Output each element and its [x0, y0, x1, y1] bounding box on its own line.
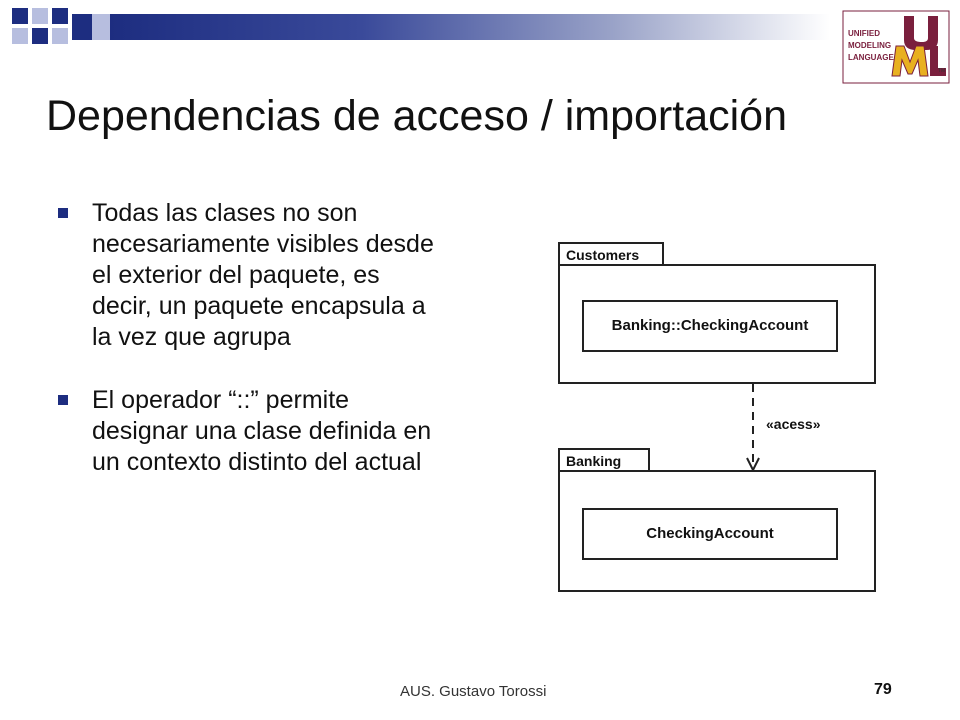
logo-line-1: UNIFIED [848, 29, 880, 38]
bullet-list [58, 198, 438, 510]
header-bar [110, 14, 830, 40]
logo-line-3: LANGUAGE [848, 53, 894, 62]
logo-line-2: MODELING [848, 41, 892, 50]
uml-logo [842, 10, 950, 84]
bullet-item [58, 385, 438, 478]
package-diagram [552, 232, 882, 602]
page-number: 79 [874, 681, 892, 698]
square-bullet-icon [58, 395, 68, 405]
package-tab-customers: Customers [558, 242, 664, 266]
bullet-text: Todas las clases no son necesariamente visibles desde el exterior del paquete, es decir, un paquete encapsula a la vez que agrupa [92, 199, 434, 351]
class-banking-checkingaccount: Banking::CheckingAccount [582, 300, 838, 352]
slide-title: Dependencias de acceso / importación [46, 92, 787, 140]
package-tab-banking: Banking [558, 448, 650, 472]
dependency-arrow [738, 384, 768, 472]
logo-tm: TM [938, 68, 946, 74]
footer-author: AUS. Gustavo Torossi [400, 683, 547, 700]
bullet-item [58, 198, 438, 353]
uml-logo-graphic [842, 10, 950, 84]
bullet-text: El operador “::” permite designar una clase definida en un contexto distinto del actual [92, 386, 432, 476]
square-bullet-icon [58, 208, 68, 218]
dependency-label: «acess» [766, 416, 821, 432]
class-checkingaccount: CheckingAccount [582, 508, 838, 560]
